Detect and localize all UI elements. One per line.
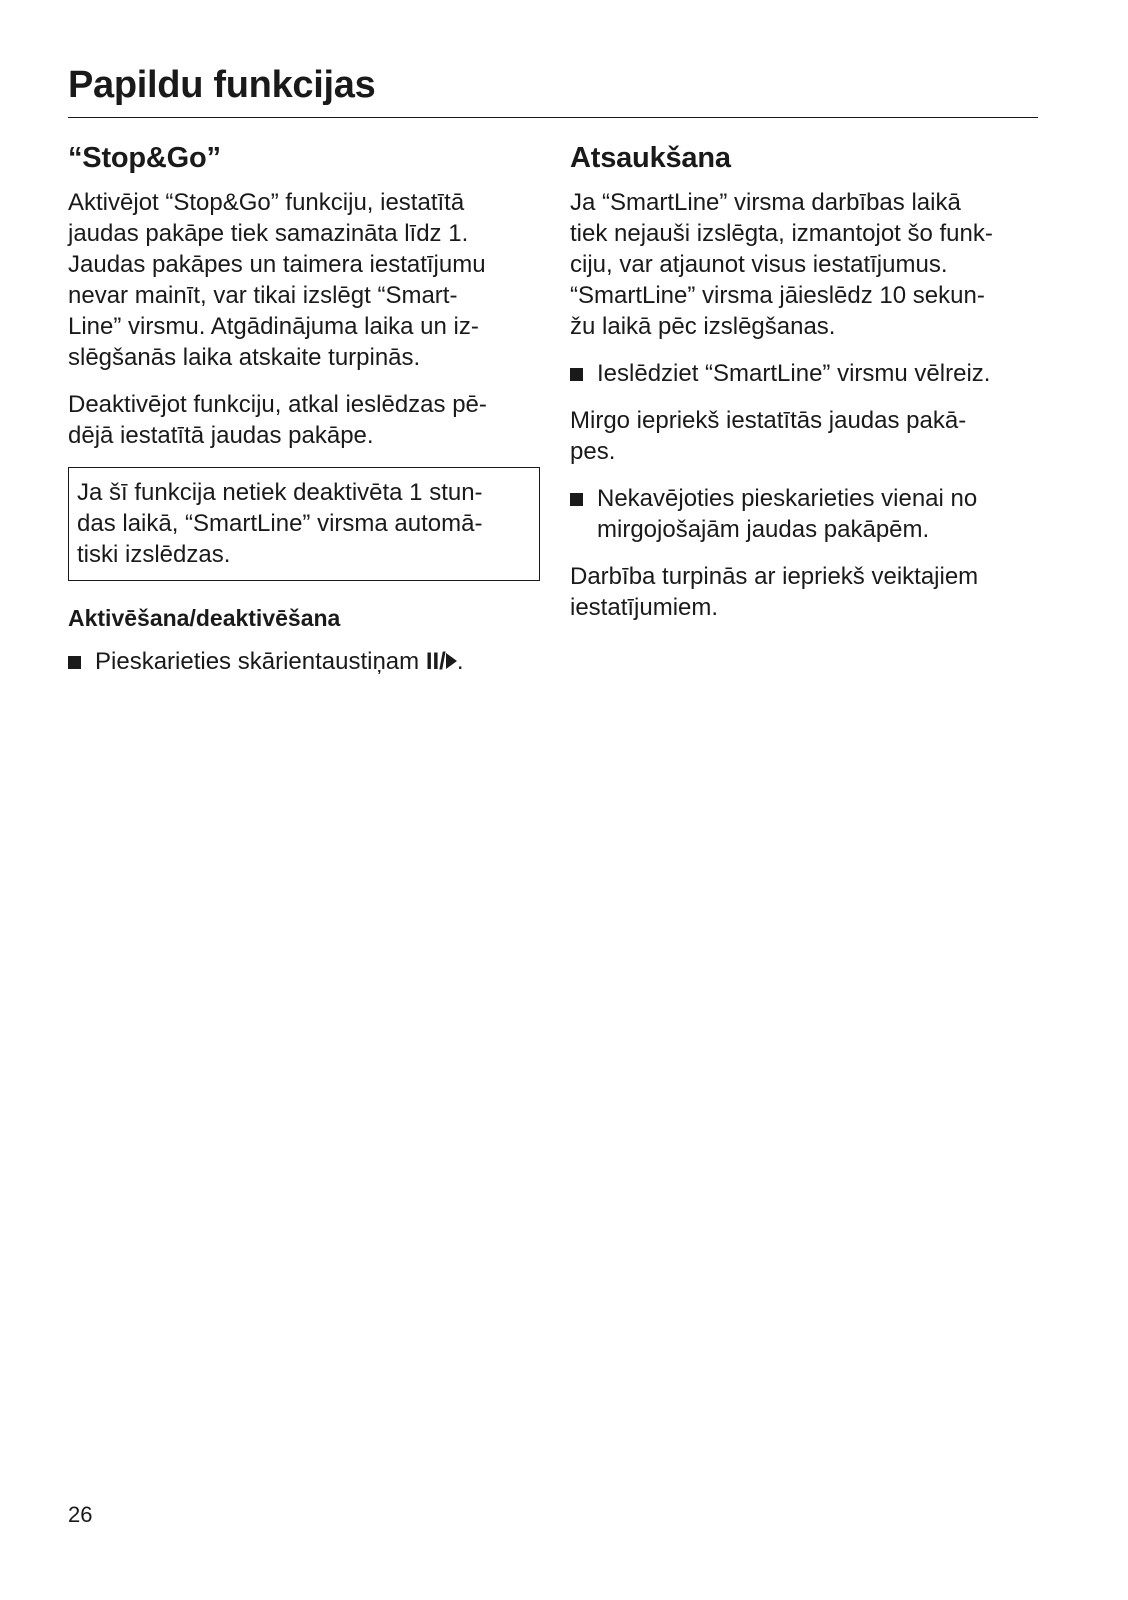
left-column xyxy=(68,142,540,693)
list-item: Pieskarieties skārientaustiņam II/ . xyxy=(68,646,540,677)
stopgo-heading: “Stop&Go” xyxy=(68,142,221,174)
stopgo-paragraph-1: Aktivējot “Stop&Go” funkciju, iestatītā jaudas pakāpe tiek samazināta līdz 1. Jaudas pakāpes un taimera iestatījumu nevar mainīt, var tikai izslēgt “Smart- Line” virsmu. Atgādinājuma laika un iz- slēgšanās laika atskaite turpinās. xyxy=(68,189,486,371)
bullet-square-icon xyxy=(68,656,81,669)
page-title: Papildu funkcijas xyxy=(68,64,376,106)
page-number: 26 xyxy=(68,1502,93,1527)
recall-paragraph-2: Mirgo iepriekš iestatītās jaudas pakā- pes. xyxy=(570,407,967,465)
list-item: Nekavējoties pieskarieties vienai no mirgojošajām jaudas pakāpēm. xyxy=(570,483,1040,545)
bullet-square-icon xyxy=(570,368,583,381)
right-column xyxy=(570,142,1040,639)
stopgo-paragraph-2: Deaktivējot funkciju, atkal ieslēdzas pē- dējā iestatītā jaudas pakāpe. xyxy=(68,391,487,449)
play-triangle-icon xyxy=(446,653,457,669)
recall-paragraph-1: Ja “SmartLine” virsma darbības laikā tiek nejauši izslēgta, izmantojot šo funk- ciju, var atjaunot visus iestatījumus. “SmartLine” virsma jāieslēdz 10 sekun- žu laikā pēc izslēgšanas. xyxy=(570,189,993,340)
note-text: Ja šī funkcija netiek deaktivēta 1 stun- das laikā, “SmartLine” virsma automā- tiski izslēdzas. xyxy=(77,479,483,568)
note-box xyxy=(68,467,540,581)
recall-paragraph-3: Darbība turpinās ar iepriekš veiktajiem iestatījumiem. xyxy=(570,563,979,621)
list-item: Ieslēdziet “SmartLine” virsmu vēlreiz. xyxy=(570,358,1040,389)
recall-heading: Atsaukšana xyxy=(570,142,731,174)
bullet-square-icon xyxy=(570,493,583,506)
title-divider xyxy=(68,117,1038,118)
activation-subheading: Aktivēšana/deaktivēšana xyxy=(68,605,341,631)
pause-play-key-label: II/ xyxy=(425,648,446,675)
